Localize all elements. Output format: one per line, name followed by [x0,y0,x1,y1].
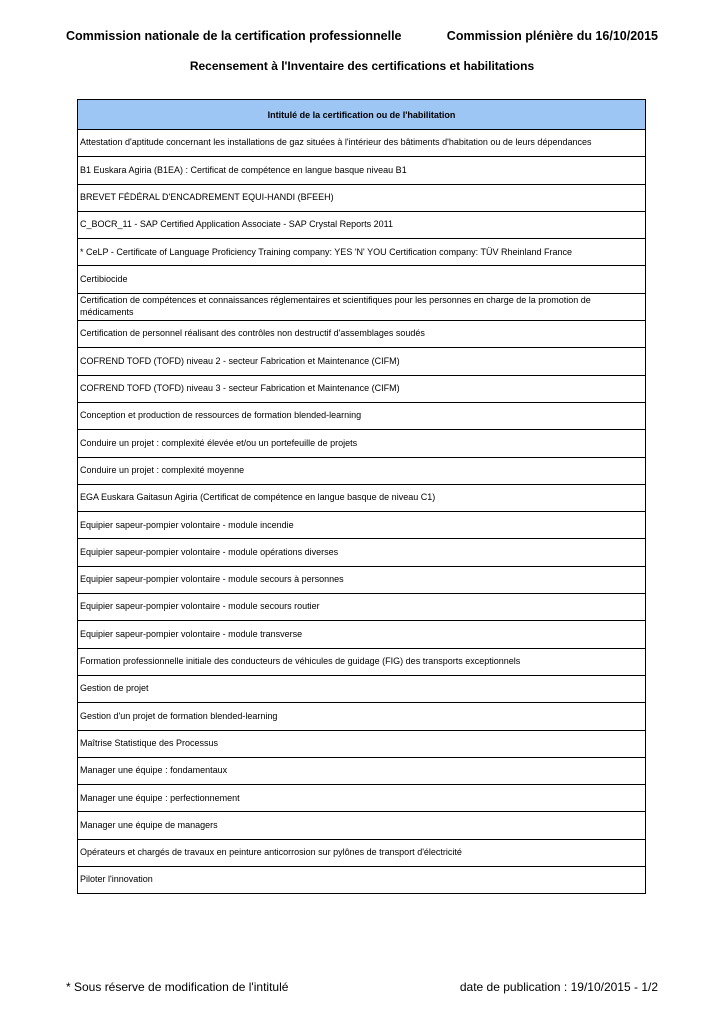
certification-title: B1 Euskara Agiria (B1EA) : Certificat de compétence en langue basque niveau B1 [78,157,646,184]
table-row [78,594,646,621]
table-row [78,757,646,784]
table-row [78,839,646,866]
certification-title: Attestation d'aptitude concernant les installations de gaz situées à l'intérieur des bâtiments d'habitation ou de leurs dépendances [78,130,646,157]
table-row [78,539,646,566]
table-row [78,867,646,894]
certification-title: BREVET FÉDÉRAL D'ENCADREMENT EQUI-HANDI (BFEEH) [78,184,646,211]
certification-title: Manager une équipe : perfectionnement [78,785,646,812]
certification-title: Equipier sapeur-pompier volontaire - module secours routier [78,594,646,621]
table-row [78,239,646,266]
table-row [78,785,646,812]
table-row [78,130,646,157]
column-header: Intitulé de la certification ou de l'habilitation [78,100,646,130]
certification-title: EGA Euskara Gaitasun Agiria (Certificat de compétence en langue basque de niveau C1) [78,484,646,511]
certification-title: Certification de compétences et connaissances réglementaires et scientifiques pour les personnes en charge de la promotion de médicaments [78,293,646,320]
certification-title: Gestion de projet [78,675,646,702]
table-row [78,184,646,211]
certification-title: Certibiocide [78,266,646,293]
certification-title: * CeLP - Certificate of Language Proficiency Training company: YES 'N' YOU Certification company: TÜV Rheinland France [78,239,646,266]
certification-title: Equipier sapeur-pompier volontaire - module secours à personnes [78,566,646,593]
table-row [78,157,646,184]
table-row [78,321,646,348]
table-row [78,730,646,757]
certification-title: Maîtrise Statistique des Processus [78,730,646,757]
session-date: Commission plénière du 16/10/2015 [446,29,658,43]
certification-title: COFREND TOFD (TOFD) niveau 2 - secteur Fabrication et Maintenance (CIFM) [78,348,646,375]
table-row [78,375,646,402]
certification-title: COFREND TOFD (TOFD) niveau 3 - secteur Fabrication et Maintenance (CIFM) [78,375,646,402]
certification-title: Formation professionnelle initiale des conducteurs de véhicules de guidage (FIG) des transports exceptionnels [78,648,646,675]
table-row [78,484,646,511]
certification-title: Conception et production de ressources de formation blended-learning [78,402,646,429]
certification-title: Manager une équipe : fondamentaux [78,757,646,784]
table-row [78,266,646,293]
table-row [78,812,646,839]
footnote: * Sous réserve de modification de l'intitulé [66,980,289,994]
certification-title: Certification de personnel réalisant des contrôles non destructif d'assemblages soudés [78,321,646,348]
table-row [78,348,646,375]
table-row [78,457,646,484]
table-row [78,402,646,429]
table-row [78,675,646,702]
table-row [78,293,646,320]
certification-title: C_BOCR_11 - SAP Certified Application Associate - SAP Crystal Reports 2011 [78,211,646,238]
table-row [78,430,646,457]
certification-title: Opérateurs et chargés de travaux en peinture anticorrosion sur pylônes de transport d'électricité [78,839,646,866]
table-row [78,211,646,238]
commission-name: Commission nationale de la certification professionnelle [66,29,402,43]
publication-date: date de publication : 19/10/2015 - 1/2 [459,980,658,994]
page-title: Recensement à l'Inventaire des certifications et habilitations [189,59,535,73]
table-row [78,703,646,730]
table-row [78,566,646,593]
table-row [78,512,646,539]
certification-title: Equipier sapeur-pompier volontaire - module incendie [78,512,646,539]
table-row [78,621,646,648]
table-row [78,648,646,675]
certification-title: Gestion d'un projet de formation blended-learning [78,703,646,730]
certification-title: Equipier sapeur-pompier volontaire - module transverse [78,621,646,648]
table-body [78,130,646,894]
certification-title: Manager une équipe de managers [78,812,646,839]
certification-table [77,99,646,894]
certification-title: Piloter l'innovation [78,867,646,894]
certification-title: Conduire un projet : complexité élevée et/ou un portefeuille de projets [78,430,646,457]
certification-title: Equipier sapeur-pompier volontaire - module opérations diverses [78,539,646,566]
table-header-row [78,100,646,130]
certification-title: Conduire un projet : complexité moyenne [78,457,646,484]
